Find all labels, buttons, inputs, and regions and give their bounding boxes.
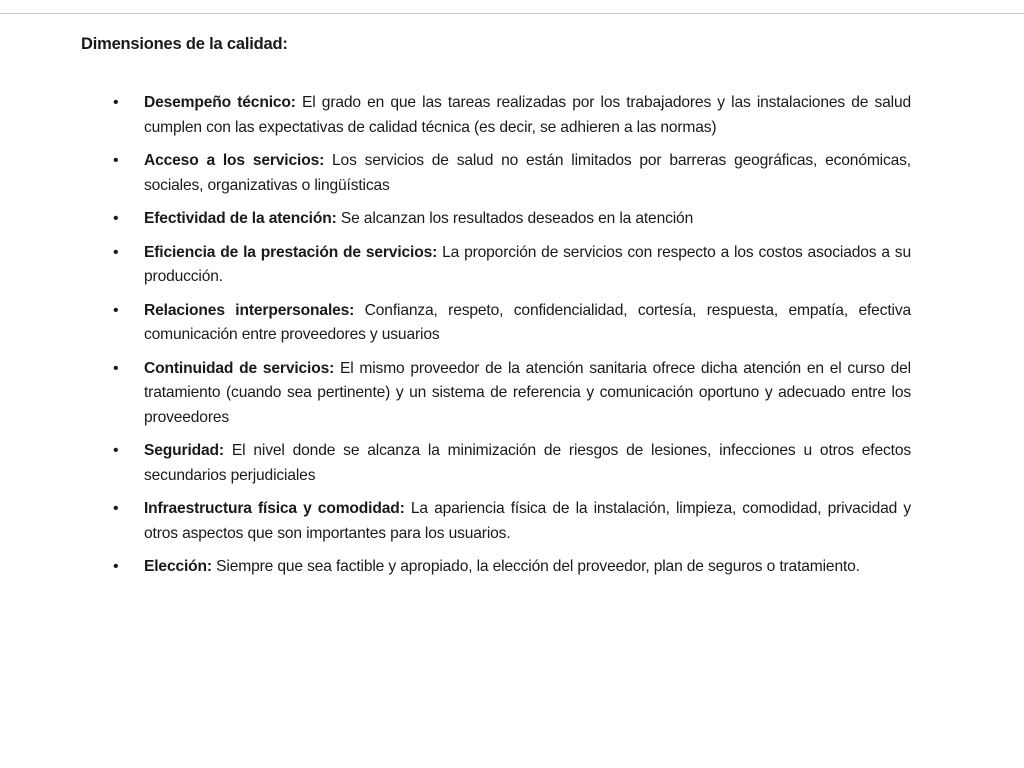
item-description: Siempre que sea factible y apropiado, la elección del proveedor, plan de seguros o tratamiento.: [211, 558, 860, 575]
item-term: Elección:: [144, 558, 212, 575]
bullet-icon: •: [113, 442, 119, 459]
item-term: Continuidad de servicios:: [144, 359, 335, 377]
item-term: Infraestructura física y comodidad:: [144, 500, 405, 517]
item-description: El nivel donde se alcanza la minimización de riesgos de lesiones, infecciones u otros efectos secundarios perjudiciales: [144, 442, 911, 484]
bullet-icon: •: [113, 94, 119, 111]
item-description: Confianza, respeto, confidencialidad, cortesía, respuesta, empatía, efectiva comunicación entre proveedores y usuarios: [144, 301, 911, 343]
list-item: [81, 555, 911, 580]
bullet-icon: •: [113, 359, 119, 377]
bullet-icon: •: [113, 152, 119, 169]
item-term: Acceso a los servicios:: [144, 152, 325, 169]
item-description: Los servicios de salud no están limitados por barreras geográficas, económicas, sociales, organizativas o lingüísticas: [144, 152, 911, 194]
list-item: [81, 439, 911, 488]
quality-dimensions-list: [81, 91, 911, 580]
list-item: [81, 149, 911, 198]
item-description: El mismo proveedor de la atención sanitaria ofrece dicha atención en el curso del tratamiento (cuando sea pertinente) y un sistema de referencia y comunicación oportuno y adecuado entre los proveedores: [144, 359, 911, 426]
bullet-icon: •: [113, 500, 119, 517]
item-description: La proporción de servicios con respecto a los costos asociados a su producción.: [144, 243, 911, 285]
bullet-icon: •: [113, 243, 119, 261]
item-description: El grado en que las tareas realizadas por los trabajadores y las instalaciones de salud cumplen con las expectativas de calidad técnica (es decir, se adhieren a las normas): [144, 94, 911, 136]
item-term: Relaciones interpersonales:: [144, 301, 355, 319]
list-item: [81, 241, 911, 290]
document-body: [81, 33, 911, 589]
item-term: Eficiencia de la prestación de servicios:: [144, 243, 438, 261]
list-item: [81, 357, 911, 431]
list-item: [81, 299, 911, 348]
page-top-rule: [0, 13, 1024, 14]
bullet-icon: •: [113, 301, 119, 319]
bullet-icon: •: [113, 210, 119, 227]
item-description: Se alcanzan los resultados deseados en la atención: [336, 210, 694, 227]
item-term: Desempeño técnico: [144, 94, 291, 111]
bullet-icon: •: [113, 558, 119, 575]
item-term: Seguridad:: [144, 442, 224, 459]
list-item: [81, 91, 911, 140]
item-term-separator: :: [290, 94, 296, 111]
list-item: [81, 207, 911, 232]
document-title: Dimensiones de la calidad:: [81, 35, 288, 53]
item-term: Efectividad de la atención:: [144, 210, 337, 227]
item-description: La apariencia física de la instalación, limpieza, comodidad, privacidad y otros aspectos que son importantes para los usuarios.: [144, 500, 911, 542]
list-item: [81, 497, 911, 546]
